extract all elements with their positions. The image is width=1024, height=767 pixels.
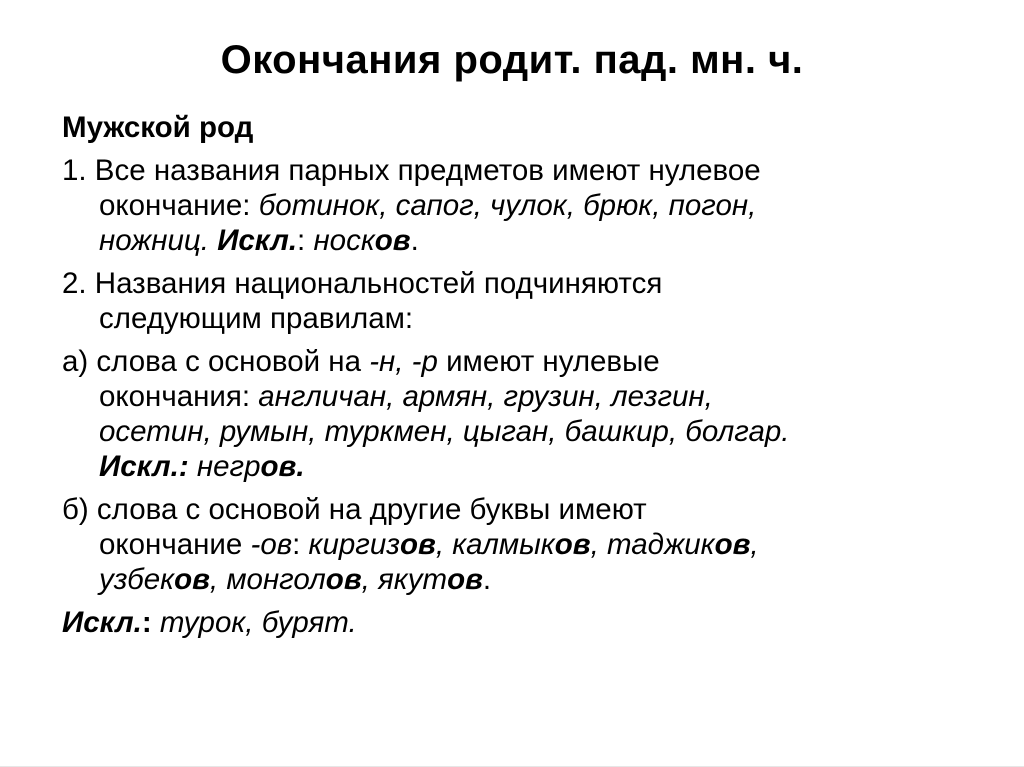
ending-highlight: ов bbox=[325, 563, 362, 596]
rule-1 bbox=[62, 153, 992, 258]
rule-2 bbox=[62, 266, 992, 336]
example-words: осетин, румын, туркмен, цыган, башкир, болгар. bbox=[99, 415, 790, 448]
text: б) слова с основой на другие буквы имеют bbox=[62, 493, 647, 526]
rule-2b-line-2 bbox=[62, 527, 992, 562]
text: окончание bbox=[99, 528, 251, 561]
exception-label: Искл. bbox=[62, 606, 142, 639]
rule-2-line-1 bbox=[62, 266, 992, 301]
ending-highlight: ов bbox=[714, 528, 751, 561]
rule-1-line-3 bbox=[62, 223, 992, 258]
heading-text: Мужской род bbox=[62, 111, 254, 144]
text: окончания: bbox=[99, 380, 259, 413]
text: , bbox=[435, 528, 453, 561]
rule-2-line-2 bbox=[62, 301, 992, 336]
ending-highlight: ов. bbox=[260, 450, 305, 483]
text: : bbox=[292, 528, 309, 561]
text: 1. Все названия парных предметов имеют нулевое bbox=[62, 154, 761, 187]
rule-1-line-1 bbox=[62, 153, 992, 188]
ending-highlight: ов bbox=[399, 528, 436, 561]
final-exception bbox=[62, 605, 992, 640]
text: , bbox=[590, 528, 607, 561]
text: следующим правилам: bbox=[99, 302, 414, 335]
text: . bbox=[410, 224, 419, 257]
rule-2a-line-4 bbox=[62, 449, 992, 484]
page-title: Окончания родит. пад. мн. ч. bbox=[220, 38, 804, 82]
example-words: ножниц. bbox=[99, 224, 218, 257]
rule-2a-line-2 bbox=[62, 379, 992, 414]
text: : bbox=[297, 224, 314, 257]
rule-2a-line-1 bbox=[62, 344, 992, 379]
example-word: якут bbox=[378, 563, 448, 596]
rule-2a bbox=[62, 344, 992, 484]
example-word: таджик bbox=[606, 528, 715, 561]
slide-body bbox=[62, 110, 992, 648]
section-heading bbox=[62, 110, 992, 145]
exception-label: Искл. bbox=[217, 224, 298, 257]
rule-2b bbox=[62, 492, 992, 597]
example-words: англичан, армян, грузин, лезгин, bbox=[258, 380, 713, 413]
ending-suffix: -ов bbox=[250, 528, 293, 561]
example-word: узбек bbox=[99, 563, 175, 596]
exception-word: негр bbox=[188, 450, 261, 483]
rule-2a-line-3 bbox=[62, 414, 992, 449]
exception-words: турок, бурят. bbox=[151, 606, 357, 639]
text: , bbox=[750, 528, 759, 561]
exception-label: Искл.: bbox=[99, 450, 189, 483]
text: . bbox=[482, 563, 492, 596]
example-word: калмык bbox=[452, 528, 555, 561]
text: : bbox=[141, 606, 152, 639]
text: , bbox=[209, 563, 227, 596]
rule-1-line-2 bbox=[62, 188, 992, 223]
text: , bbox=[361, 563, 379, 596]
ending-highlight: ов bbox=[174, 563, 210, 596]
rule-2b-line-1 bbox=[62, 492, 992, 527]
ending-highlight: ов bbox=[447, 563, 483, 596]
stem-letters: -н, -р bbox=[369, 345, 438, 378]
ending-highlight: ов bbox=[554, 528, 591, 561]
text: имеют нулевые bbox=[437, 345, 660, 378]
text: а) слова с основой на bbox=[62, 345, 370, 378]
rule-2b-line-3 bbox=[62, 562, 992, 597]
exception-word: носк bbox=[313, 224, 375, 257]
example-word: киргиз bbox=[308, 528, 400, 561]
example-word: монгол bbox=[226, 563, 326, 596]
text: окончание: bbox=[99, 189, 259, 222]
ending-highlight: ов bbox=[374, 224, 411, 257]
example-words: ботинок, сапог, чулок, брюк, погон, bbox=[258, 189, 757, 222]
text: 2. Названия национальностей подчиняются bbox=[62, 267, 663, 300]
